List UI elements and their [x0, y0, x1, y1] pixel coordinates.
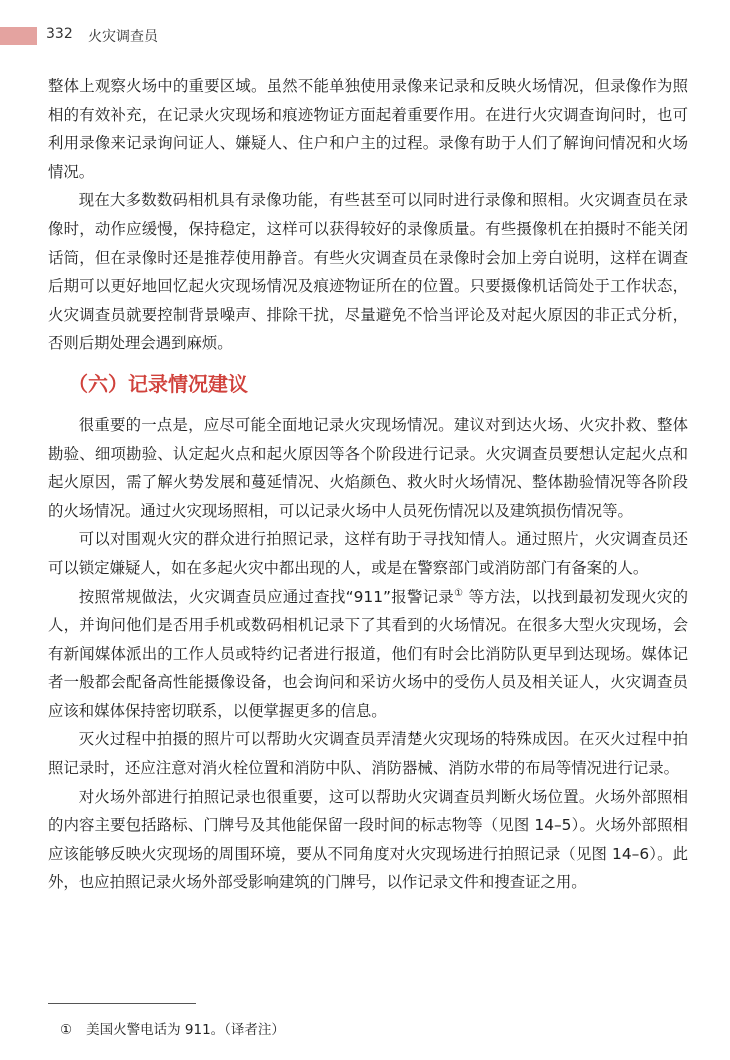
- header-accent-bar: [0, 27, 37, 45]
- body-paragraph: 可以对围观火灾的群众进行拍照记录，这样有助于寻找知情人。通过照片，火灾调查员还可以锁定嫌疑人，如在多起火灾中都出现的人，或是在警察部门或消防部门有备案的人。: [48, 530, 688, 577]
- footnote-text: 美国火警电话为 911。（译者注）: [86, 1022, 285, 1038]
- body-paragraph: 灭火过程中拍摄的照片可以帮助火灾调查员弄清楚火灾现场的特殊成因。在灭火过程中拍照记录时，还应注意对消火栓位置和消防中队、消防器械、消防水带的布局等情况进行记录。: [48, 730, 688, 778]
- body-paragraph-911: [48, 583, 688, 726]
- body-paragraph: 现在大多数数码相机具有录像功能，有些甚至可以同时进行录像和照相。火灾调查员在录像时，动作应缓慢，保持稳定，这样可以获得较好的录像质量。有些摄像机在拍摄时不能关闭话筒，但在录像时还是推荐使用静音。有些火灾调查员在录像时会加上旁白说明，这样在调查后期可以更好地回忆起火灾现场情况及痕迹物证所在的位置。只要摄像机话筒处于工作状态，火灾调查员就要控制背景噪声、排除干扰，尽量避免不恰当评论及对起火原因的非正式分析，否则后期处理会遇到麻烦。: [48, 191, 688, 353]
- footnote-mark: ①: [60, 1022, 73, 1038]
- paragraph-text: 等方法，以找到最初发现火灾的人，并询问他们是否用手机或数码相机记录下了其看到的火场情况。在很多大型火灾现场，会有新闻媒体派出的工作人员或特约记者进行报道，他们有时会比消防队更早到达现场。媒体记者一般都会配备高性能摄像设备，也会询问和采访火场中的受伤人员及相关证人，火灾调查员应该和媒体保持密切联系，以便掌握更多的信息。: [48, 587, 688, 720]
- footnote-divider: [48, 1003, 196, 1004]
- main-content: [48, 72, 688, 897]
- footnote-reference[interactable]: ①: [454, 587, 464, 599]
- body-paragraph: 整体上观察火场中的重要区域。虽然不能单独使用录像来记录和反映火场情况，但录像作为照相的有效补充，在记录火灾现场和痕迹物证方面起着重要作用。在进行火灾调查询问时，也可利用录像来记录询问证人、嫌疑人、住户和户主的过程。录像有助于人们了解询问情况和火场情况。: [48, 77, 688, 181]
- section-heading: （六）记录情况建议: [68, 371, 248, 396]
- body-paragraph: 很重要的一点是，应尽可能全面地记录火灾现场情况。建议对到达火场、火灾扑救、整体勘验、细项勘验、认定起火点和起火原因等各个阶段进行记录。火灾调查员要想认定起火点和起火原因，需了解火势发展和蔓延情况、火焰颜色、救火时火场情况、整体勘验情况等各阶段的火场情况。通过火灾现场照相，可以记录火场中人员死伤情况以及建筑损伤情况等。: [48, 415, 688, 520]
- page-number: 332: [46, 26, 73, 42]
- paragraph-text: 按照常规做法，火灾调查员应通过查找“911”报警记录: [78, 587, 455, 606]
- body-paragraph: 对火场外部进行拍照记录也很重要，这可以帮助火灾调查员判断火场位置。火场外部照相的内容主要包括路标、门牌号及其他能保留一段时间的标志物等（见图 14–5）。火场外部照相应该能够反映火灾现场的周围环境，要从不同角度对火灾现场进行拍照记录（见图 14–6）。此外，也应拍照记录火场外部受影响建筑的门牌号，以作记录文件和搜查证之用。: [48, 787, 688, 892]
- running-header-title: 火灾调查员: [88, 29, 158, 45]
- footnote: [60, 1018, 285, 1038]
